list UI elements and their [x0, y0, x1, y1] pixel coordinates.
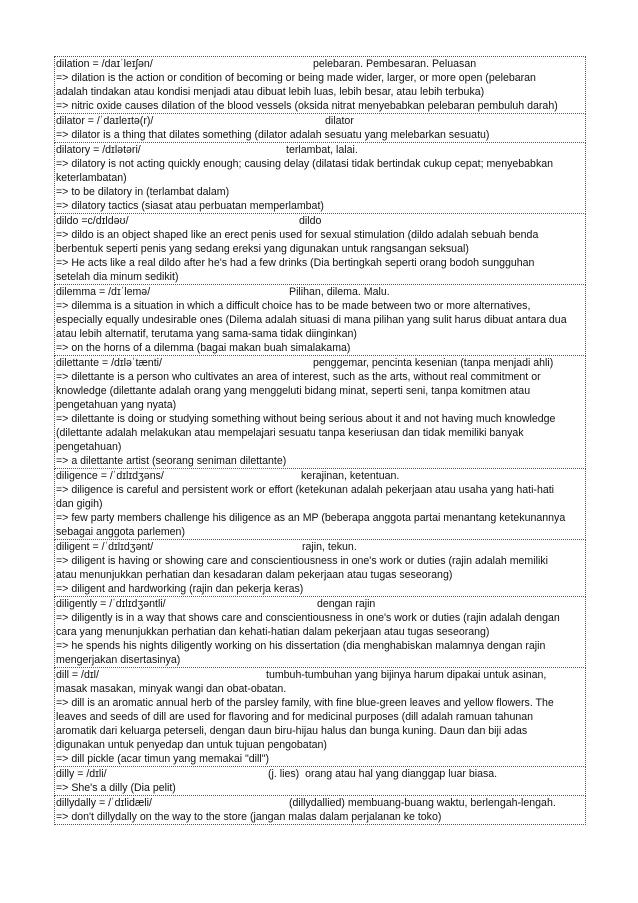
entry-head — [55, 540, 585, 554]
definition-line: => dilator is a thing that dilates something (dilator adalah sesuatu yang melebarkan sesuatu) — [56, 129, 490, 141]
entry-head — [55, 143, 585, 157]
entry-head — [55, 597, 585, 611]
headword: dilemma = /dɪˈlemə/ — [56, 286, 151, 298]
meaning: terlambat, lalai. — [286, 144, 358, 156]
definition-line: => dill is an aromatic annual herb of the parsley family, with fine blue-green leaves and yellow flowers. The — [56, 697, 554, 709]
definition-line: => don't dillydally on the way to the store (jangan malas dalam perjalanan ke toko) — [56, 811, 442, 823]
headword: dilation = /daɪˈleɪʃən/ — [56, 58, 153, 70]
entry-dilettante — [54, 356, 586, 469]
entry-head — [55, 285, 585, 299]
definition-line: aromatik dari keluarga peterseli, dengan daun biru-hijau halus dan bunga kuning. Daun dan biji adas — [56, 725, 528, 737]
entry-head — [55, 469, 585, 483]
definition-line: => He acts like a real dildo after he's had a few drinks (Dia bertingkah seperti orang bodoh sungguhan — [56, 257, 535, 269]
definition-line: sebagai anggota parlemen) — [56, 526, 185, 538]
definition-line: mengerjakan disertasinya) — [56, 654, 181, 666]
entry-head — [55, 356, 585, 370]
entry-head — [55, 767, 585, 781]
meaning: tumbuh-tumbuhan yang bijinya harum dipakai untuk asinan, — [266, 669, 547, 681]
meaning: pelebaran. Pembesaran. Peluasan — [313, 58, 477, 70]
headword: dildo =c/dɪldəʊ/ — [56, 215, 129, 227]
definition-line: => diligent is having or showing care and conscientiousness in one's work or duties (rajin adalah memiliki — [56, 555, 548, 567]
definition-line: => dilettante is a person who cultivates an area of interest, such as the arts, without real commitment or — [56, 371, 541, 383]
headword: dilly = /dɪli/ — [56, 768, 107, 780]
entry-dildo — [54, 214, 586, 285]
entry-dilemma — [54, 285, 586, 356]
definition-line: => he spends his nights diligently working on his dissertation (dia menghabiskan malamnya dengan rajin — [56, 640, 546, 652]
definition-line: => She's a dilly (Dia pelit) — [56, 782, 176, 794]
definition-line: keterlambatan) — [56, 172, 127, 184]
meaning: dilator — [325, 115, 354, 127]
definition-line: dan gigih) — [56, 498, 103, 510]
headword: diligent = /ˈdɪlɪdʒənt/ — [56, 541, 154, 553]
entry-head — [55, 214, 585, 228]
meaning: rajin, tekun. — [302, 541, 357, 553]
headword: dillydally = /ˈdɪlidæli/ — [56, 797, 152, 809]
meaning: dildo — [299, 215, 322, 227]
definition-line: => a dilettante artist (seorang seniman dilettante) — [56, 455, 287, 467]
definition-line: => diligent and hardworking (rajin dan pekerja keras) — [56, 583, 304, 595]
meaning: (dillydallied) membuang-buang waktu, berlengah-lengah. — [289, 797, 556, 809]
definition-line: => dildo is an object shaped like an erect penis used for sexual stimulation (dildo adalah sebuah benda — [56, 229, 539, 241]
meaning: kerajinan, ketentuan. — [301, 470, 400, 482]
entry-dilator — [54, 114, 586, 143]
definition-line: => dilettante is doing or studying something without being serious about it and not having much knowledge — [56, 413, 556, 425]
entry-head — [55, 114, 585, 128]
entry-dilly — [54, 767, 586, 796]
definition-line: (dilettante adalah melakukan atau mempelajari sesuatu tanpa keseriusan dan tidak memiliki banyak — [56, 427, 524, 439]
definition-line: pengetahuan) — [56, 441, 122, 453]
definition-line: => dilatory tactics (siasat atau perbuatan memperlambat) — [56, 200, 324, 212]
definition-line: => to be dilatory in (terlambat dalam) — [56, 186, 230, 198]
entry-diligently — [54, 597, 586, 668]
entry-dill — [54, 668, 586, 767]
definition-line: => diligence is careful and persistent work or effort (ketekunan adalah pekerjaan atau usaha yang hati-hati — [56, 484, 555, 496]
definition-line: => dilatory is not acting quickly enough; causing delay (dilatasi tidak bertindak cukup cepat; menyebabkan — [56, 158, 554, 170]
definition-line: => few party members challenge his diligence as an MP (beberapa anggota partai menantang ketekunannya — [56, 512, 566, 524]
entry-dilatory — [54, 143, 586, 214]
definition-line: => dilation is the action or condition of becoming or being made wider, larger, or more open (pelebaran — [56, 72, 536, 84]
entry-dillydally — [54, 796, 586, 825]
headword: dilatory = /dɪlətəri/ — [56, 144, 141, 156]
definition-line: atau menunjukkan perhatian dan kesadaran dalam pekerjaan atau tugas seseorang) — [56, 569, 453, 581]
definition-line: => dill pickle (acar timun yang memakai "dill") — [56, 753, 270, 765]
entry-head — [55, 668, 585, 682]
meaning: penggemar, pencinta kesenian (tanpa menjadi ahli) — [313, 357, 554, 369]
definition-line: knowledge (dilettante adalah orang yang menggeluti bidang minat, seperti seni, tanpa komitmen atau — [56, 385, 531, 397]
entry-head — [55, 796, 585, 810]
dictionary-sheet — [54, 56, 586, 825]
headword: diligently = /ˈdɪlɪdʒəntli/ — [56, 598, 166, 610]
meaning: (j. lies) orang atau hal yang dianggap luar biasa. — [268, 768, 498, 780]
definition-line: => dilemma is a situation in which a difficult choice has to be made between two or more alternatives, — [56, 300, 531, 312]
definition-line: adalah tindakan atau kondisi menjadi atau dibuat lebih luas, lebih besar, atau lebih terbuka) — [56, 86, 485, 98]
definition-line: berbentuk seperti penis yang sedang ereksi yang digunakan untuk rangsangan seksual) — [56, 243, 469, 255]
headword: dill = /dɪl/ — [56, 669, 99, 681]
definition-line: cara yang menunjukkan perhatian dan kehati-hatian dalam pekerjaan atau tugas seseorang) — [56, 626, 490, 638]
meaning: dengan rajin — [317, 598, 376, 610]
definition-line: masak masakan, minyak wangi dan obat-obatan. — [56, 683, 287, 695]
entry-dilation — [54, 56, 586, 114]
definition-line: digunakan untuk penyedap dan untuk tujuan pengobatan) — [56, 739, 327, 751]
definition-line: especially equally undesirable ones (Dilema adalah situasi di mana pilihan yang sulit harus dibuat antara dua — [56, 314, 567, 326]
headword: dilator = /ˈdaɪleɪtə(r)/ — [56, 115, 154, 127]
meaning: Pilihan, dilema. Malu. — [289, 286, 390, 298]
definition-line: => nitric oxide causes dilation of the blood vessels (oksida nitrat menyebabkan pelebaran pembuluh darah) — [56, 100, 558, 112]
definition-line: pengetahuan yang nyata) — [56, 399, 177, 411]
headword: dilettante = /dɪləˈtænti/ — [56, 357, 162, 369]
entry-head — [55, 57, 585, 71]
definition-line: atau lebih alternatif, terutama yang sama-sama tidak diinginkan) — [56, 328, 357, 340]
definition-line: leaves and seeds of dill are used for flavoring and for medicinal purposes (dill adalah ramuan tahunan — [56, 711, 534, 723]
definition-line: => diligently is in a way that shows care and conscientiousness in one's work or duties (rajin adalah dengan — [56, 612, 560, 624]
headword: diligence = /ˈdɪlɪdʒəns/ — [56, 470, 164, 482]
entry-diligent — [54, 540, 586, 597]
definition-line: setelah dia minum sedikit) — [56, 271, 179, 283]
definition-line: => on the horns of a dilemma (bagai makan buah simalakama) — [56, 342, 351, 354]
entry-diligence — [54, 469, 586, 540]
